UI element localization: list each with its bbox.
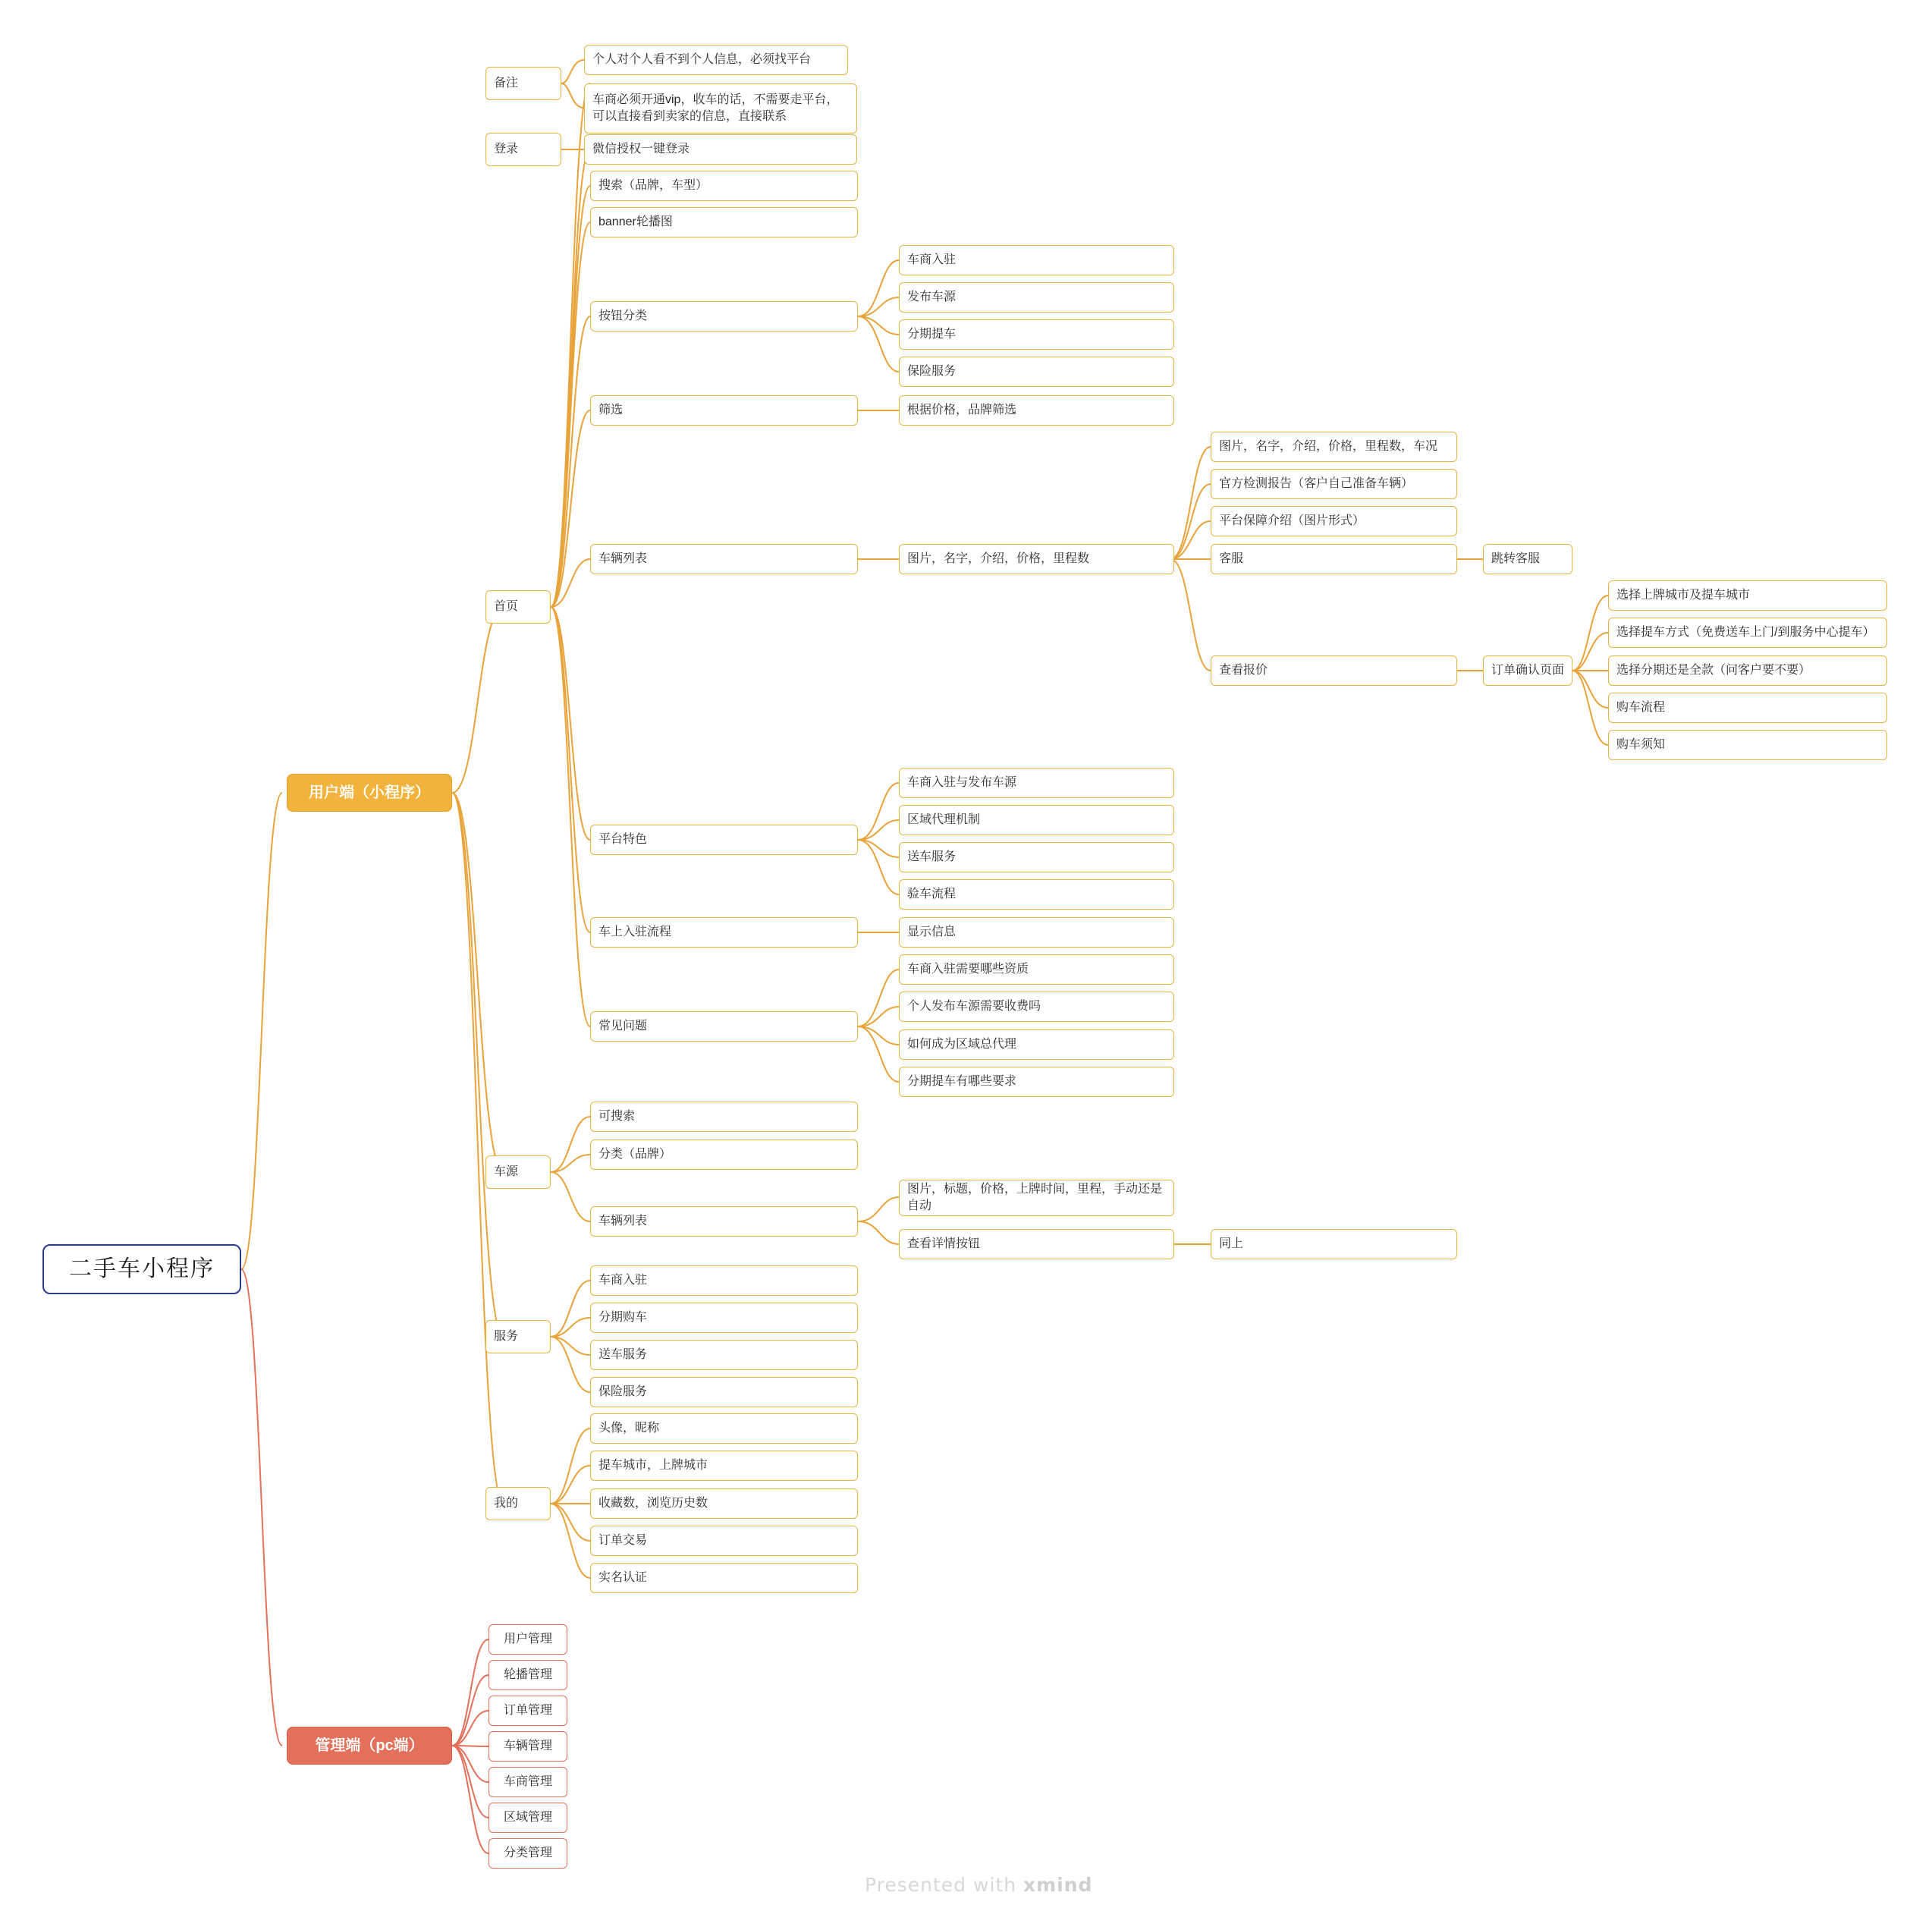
topic-admin-banner-manage[interactable] (488, 1660, 567, 1690)
topic-remark-item-2-label: 车商必须开通vip，收车的话，不需要走平台，可以直接看到卖家的信息，直接联系 (592, 93, 839, 123)
topic-dealer-join-flow-label: 车上入驻流程 (598, 926, 672, 939)
topic-select-pickup-method[interactable] (1608, 618, 1887, 648)
topic-filter-label: 筛选 (598, 404, 624, 417)
topic-goto-customer-service-label: 跳转客服 (1491, 552, 1541, 566)
topic-car-list-detail[interactable] (899, 544, 1174, 574)
topic-feature-delivery-label: 送车服务 (907, 850, 957, 864)
topic-remark-label: 备注 (494, 77, 519, 90)
topic-pickup-license-city-label: 提车城市，上牌城市 (598, 1459, 708, 1473)
topic-button-category-label: 按钮分类 (598, 310, 648, 323)
topic-dealer-join-flow[interactable] (590, 917, 858, 948)
topic-order-transactions-label: 订单交易 (598, 1534, 648, 1548)
topic-login-label: 登录 (494, 143, 519, 156)
topic-faq-1[interactable] (899, 954, 1174, 985)
topic-admin-dealer-manage-label: 车商管理 (503, 1775, 552, 1789)
topic-car-list-label: 车辆列表 (598, 552, 648, 566)
topic-service-insurance[interactable] (590, 1377, 858, 1407)
topic-select-payment-label: 选择分期还是全款（问客户要不要） (1616, 664, 1811, 677)
topic-faq[interactable] (590, 1011, 858, 1042)
topic-car-source-list[interactable] (590, 1206, 858, 1237)
topic-car-source[interactable] (485, 1155, 551, 1189)
topic-filter[interactable] (590, 395, 858, 426)
topic-service-installment[interactable] (590, 1303, 858, 1333)
topic-service-dealer-join[interactable] (590, 1265, 858, 1296)
topic-filter-detail[interactable] (899, 395, 1174, 426)
topic-car-source-list-label: 车辆列表 (598, 1215, 648, 1228)
topic-filter-detail-label: 根据价格，品牌筛选 (907, 404, 1017, 417)
topic-goto-customer-service[interactable] (1483, 544, 1572, 574)
topic-admin-user-manage[interactable] (488, 1624, 567, 1655)
topic-faq-2-label: 个人发布车源需要收费吗 (907, 1000, 1041, 1014)
topic-dealer-join[interactable] (899, 245, 1174, 275)
topic-view-quote[interactable] (1211, 655, 1457, 686)
topic-platform-features-label: 平台特色 (598, 833, 648, 847)
topic-car-list[interactable] (590, 544, 858, 574)
topic-customer-service[interactable] (1211, 544, 1457, 574)
topic-faq-2[interactable] (899, 992, 1174, 1022)
topic-select-city[interactable] (1608, 580, 1887, 611)
topic-banner-label: banner轮播图 (598, 215, 673, 229)
topic-feature-agent[interactable] (899, 805, 1174, 835)
topic-admin-order-manage-label: 订单管理 (503, 1704, 552, 1718)
topic-select-payment[interactable] (1608, 655, 1887, 686)
topic-admin-user-manage-label: 用户管理 (503, 1633, 552, 1646)
topic-service-delivery[interactable] (590, 1340, 858, 1370)
topic-service-label: 服务 (494, 1330, 519, 1344)
topic-admin-region-manage[interactable] (488, 1803, 567, 1833)
topic-order-confirm-page-label: 订单确认页面 (1491, 664, 1565, 677)
topic-admin-car-manage-label: 车辆管理 (503, 1740, 552, 1753)
branch-admin-client-label: 管理端（pc端） (315, 1737, 424, 1754)
topic-installment-pickup-label: 分期提车 (907, 328, 957, 341)
topic-dealer-join-label: 车商入驻 (907, 253, 957, 267)
topic-car-source-label: 车源 (494, 1165, 519, 1179)
topic-select-city-label: 选择上牌城市及提车城市 (1616, 589, 1751, 602)
topic-faq-3[interactable] (899, 1029, 1174, 1060)
topic-select-pickup-method-label: 选择提车方式（免费送车上门/到服务中心提车） (1616, 626, 1875, 640)
topic-car-detail-info[interactable] (1211, 432, 1457, 462)
topic-category-brand-label: 分类（品牌） (598, 1148, 672, 1161)
topic-mine-label: 我的 (494, 1497, 519, 1510)
watermark-brand: xmind (1023, 1874, 1093, 1896)
topic-real-name-auth[interactable] (590, 1563, 858, 1593)
branch-admin-client[interactable] (287, 1727, 452, 1765)
topic-service-installment-label: 分期购车 (598, 1311, 648, 1325)
topic-search[interactable] (590, 171, 858, 201)
watermark-prefix: Presented with (865, 1874, 1023, 1896)
topic-inspection-report-label: 官方检测报告（客户自己准备车辆） (1219, 477, 1414, 491)
branch-user-client-label: 用户端（小程序） (309, 784, 430, 801)
topic-mine[interactable] (485, 1487, 551, 1520)
topic-admin-region-manage-label: 区域管理 (503, 1811, 552, 1825)
topic-admin-dealer-manage[interactable] (488, 1767, 567, 1797)
topic-feature-inspection-label: 验车流程 (907, 888, 957, 901)
topic-remark-item-2[interactable] (584, 83, 857, 134)
root-topic-label: 二手车小程序 (69, 1256, 215, 1281)
topic-faq-3-label: 如何成为区域总代理 (907, 1038, 1017, 1051)
topic-remark-item-1[interactable] (584, 45, 848, 75)
topic-insurance-service-label: 保险服务 (907, 365, 957, 379)
topic-service-delivery-label: 送车服务 (598, 1348, 648, 1362)
topic-platform-features[interactable] (590, 825, 858, 855)
topic-purchase-notice[interactable] (1608, 730, 1887, 760)
topic-service-insurance-label: 保险服务 (598, 1385, 648, 1399)
topic-service-dealer-join-label: 车商入驻 (598, 1274, 648, 1287)
topic-insurance-service[interactable] (899, 357, 1174, 387)
topic-real-name-auth-label: 实名认证 (598, 1571, 648, 1585)
topic-login-wechat[interactable] (584, 134, 857, 165)
topic-publish-car-label: 发布车源 (907, 291, 957, 304)
topic-faq-4-label: 分期提车有哪些要求 (907, 1075, 1017, 1089)
topic-login[interactable] (485, 133, 561, 166)
topic-admin-order-manage[interactable] (488, 1696, 567, 1726)
topic-feature-delivery[interactable] (899, 842, 1174, 872)
topic-login-wechat-label: 微信授权一键登录 (592, 143, 690, 156)
topic-faq-1-label: 车商入驻需要哪些资质 (907, 963, 1029, 976)
topic-admin-car-manage[interactable] (488, 1731, 567, 1762)
topic-car-detail-info-label: 图片，名字，介绍，价格，里程数，车况 (1219, 440, 1438, 454)
topic-remark-item-1-label: 个人对个人看不到个人信息，必须找平台 (592, 53, 812, 67)
topic-publish-car[interactable] (899, 282, 1174, 313)
topic-home[interactable] (485, 590, 551, 624)
topic-searchable[interactable] (590, 1102, 858, 1132)
topic-avatar-nickname[interactable] (590, 1413, 858, 1444)
topic-platform-guarantee[interactable] (1211, 506, 1457, 536)
topic-admin-category-manage-label: 分类管理 (503, 1847, 552, 1860)
topic-car-list-detail-label: 图片，名字，介绍，价格，里程数 (907, 552, 1090, 566)
topic-feature-agent-label: 区域代理机制 (907, 813, 981, 827)
topic-view-detail-button-label: 查看详情按钮 (907, 1237, 981, 1251)
topic-admin-category-manage[interactable] (488, 1838, 567, 1869)
topic-faq-4[interactable] (899, 1067, 1174, 1097)
topic-service[interactable] (485, 1320, 551, 1353)
topic-installment-pickup[interactable] (899, 319, 1174, 350)
topic-customer-service-label: 客服 (1219, 552, 1244, 566)
topic-order-confirm-page[interactable] (1483, 655, 1572, 686)
topic-category-brand[interactable] (590, 1139, 858, 1170)
topic-show-info[interactable] (899, 917, 1174, 948)
topic-view-quote-label: 查看报价 (1219, 664, 1268, 677)
topic-purchase-flow-label: 购车流程 (1616, 701, 1666, 715)
topic-purchase-flow[interactable] (1608, 693, 1887, 723)
topic-avatar-nickname-label: 头像，昵称 (598, 1422, 660, 1435)
topic-car-source-list-detail[interactable] (899, 1180, 1174, 1216)
xmind-watermark (865, 1874, 1092, 1896)
branch-user-client[interactable] (287, 774, 452, 812)
topic-searchable-label: 可搜索 (598, 1110, 636, 1124)
topic-pickup-license-city[interactable] (590, 1451, 858, 1481)
topic-remark[interactable] (485, 67, 561, 100)
topic-car-source-list-detail-label: 图片，标题，价格，上牌时间，里程，手动还是自动 (907, 1183, 1163, 1212)
topic-show-info-label: 显示信息 (907, 926, 957, 939)
topic-favorites-history-label: 收藏数，浏览历史数 (598, 1497, 708, 1510)
topic-same-as-above-label: 同上 (1219, 1237, 1244, 1251)
topic-faq-label: 常见问题 (598, 1020, 648, 1033)
topic-order-transactions[interactable] (590, 1526, 858, 1556)
topic-feature-inspection[interactable] (899, 879, 1174, 910)
topic-inspection-report[interactable] (1211, 469, 1457, 499)
topic-home-label: 首页 (494, 600, 519, 614)
topic-purchase-notice-label: 购车须知 (1616, 738, 1666, 752)
topic-banner[interactable] (590, 207, 858, 237)
topic-search-label: 搜索（品牌，车型） (598, 179, 708, 193)
topic-platform-guarantee-label: 平台保障介绍（图片形式） (1219, 514, 1365, 528)
topic-favorites-history[interactable] (590, 1488, 858, 1519)
topic-feature-dealer-publish-label: 车商入驻与发布车源 (907, 776, 1017, 790)
topic-view-detail-button[interactable] (899, 1229, 1174, 1259)
topic-button-category[interactable] (590, 301, 858, 332)
topic-admin-banner-manage-label: 轮播管理 (503, 1668, 552, 1682)
root-topic[interactable] (42, 1244, 241, 1294)
topic-feature-dealer-publish[interactable] (899, 768, 1174, 798)
topic-same-as-above[interactable] (1211, 1229, 1457, 1259)
